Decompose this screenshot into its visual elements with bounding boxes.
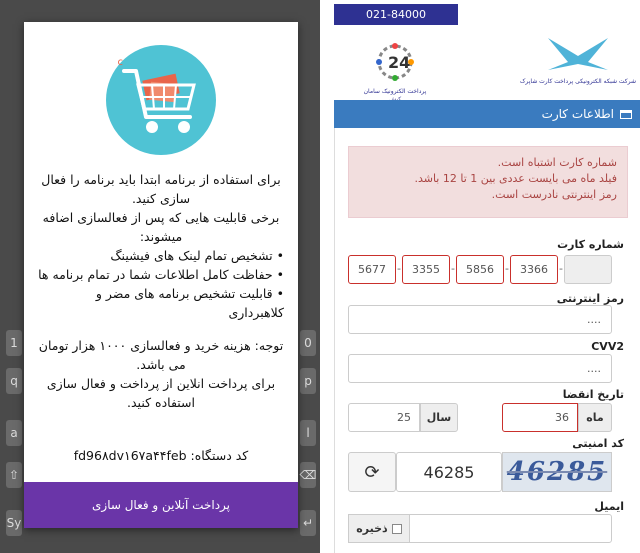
save-label: ذخیره [356,522,388,535]
saman-logo-icon [373,40,417,84]
svg-text:24: 24 [388,53,411,72]
internet-pin-input[interactable]: .... [348,305,612,334]
error-line: فیلد ماه می بایست عددی بین 1 تا 12 باشد. [414,172,617,185]
card-number-label: شماره کارت [557,238,624,251]
keyboard-key: Sy [6,510,22,536]
save-email-option[interactable] [348,514,410,543]
card-info-header [334,100,640,128]
activation-dialog [24,22,298,528]
shaparak-logo [518,34,638,90]
month-label: ماه [578,403,612,432]
payment-page: 021-84000 24 پرداخت الکترونیک سامان شرکت شبکه الکترونیکی پرداخت کارت شاپرک اطلاعات کارت شماره کارت اشتباه است. فیلد ماه می بایست عددی بین 1 تا 12 باشد. رمز اینترنتی نادرست است. شماره کارت 5677 3355 5856 3366 - - - - رمز اینترنتی .... CVV2 .... تاریخ انقضا ماه 36 سال 25 کد امنیتی 46285 46285 ⟳ ایمیل ذخیره [320,0,640,553]
captcha-image-text: 46285 [506,457,608,487]
payment-instruction: برای پرداخت انلاین از پرداخت و فعال سازی استفاده کنید. [46,376,276,410]
card-info-title: اطلاعات کارت [541,107,614,121]
error-line: شماره کارت اشتباه است. [497,156,617,169]
support-phone: 021-84000 [334,4,458,25]
save-checkbox[interactable] [392,524,402,534]
year-label: سال [420,403,458,432]
pay-and-activate-button[interactable]: پرداخت آنلاین و فعال سازی [24,482,298,528]
keyboard-key: a [6,420,22,446]
captcha-input[interactable]: 46285 [396,452,502,492]
internet-pin-label: رمز اینترنتی [556,292,624,305]
feature-item: • تشخیص تمام لینک های فیشینگ [110,248,284,263]
message-line: برای استفاده از برنامه ابتدا باید برنامه را فعال سازی کنید. [41,172,281,206]
device-code-value: fd96۸dv۱6۷a۴۴feb [73,448,187,463]
message-line: برخی قابلیت هایی که پس از فعالسازی اضافه میشوند: [42,210,280,244]
captcha-image [502,452,612,492]
keyboard-key: 1 [6,330,22,356]
card-number-part-5[interactable] [564,255,612,284]
keyboard-key: ↵ [300,510,316,536]
feature-item: • قابلیت تشخیص برنامه های مضر و کلاهبرداری [95,286,284,320]
month-input[interactable]: 36 [502,403,578,432]
card-number-part-1[interactable]: 5677 [348,255,396,284]
price-note: توجه: هزینه خرید و فعالسازی ۱۰۰۰ هزار تومان می باشد. [38,338,284,372]
refresh-captcha-button[interactable] [348,452,396,492]
error-line: رمز اینترنتی نادرست است. [491,188,617,201]
refresh-icon: ⟳ [364,461,380,483]
expiry-label: تاریخ انقضا [562,388,624,401]
keyboard-key: p [300,368,316,394]
cvv2-label: CVV2 [591,340,624,353]
keyboard-key: ⇧ [6,462,22,488]
shopping-cart-icon [106,45,216,155]
cvv2-input[interactable]: .... [348,354,612,383]
saman-kish-logo [360,40,430,95]
card-number-part-2[interactable]: 3355 [402,255,450,284]
error-alert [348,146,628,218]
activation-message [38,170,284,412]
device-code-label: کد دستگاه: [190,448,249,463]
device-code-row [34,448,288,463]
shaparak-logo-icon [518,34,638,74]
year-input[interactable]: 25 [348,403,420,432]
card-icon [620,110,632,119]
keyboard-key: q [6,368,22,394]
keyboard-key: 0 [300,330,316,356]
email-label: ایمیل [594,500,624,513]
card-number-part-3[interactable]: 5856 [456,255,504,284]
saman-logo-text: پرداخت الکترونیک سامان [363,88,427,95]
svg-text:c: c [117,57,123,68]
captcha-label: کد امنیتی [572,437,624,450]
card-number-part-4[interactable]: 3366 [510,255,558,284]
keyboard-key: ⌫ [300,462,316,488]
keyboard-key: l [300,420,316,446]
feature-item: • حفاظت کامل اطلاعات شما در تمام برنامه ها [38,267,284,282]
shaparak-logo-text: شرکت شبکه الکترونیکی پرداخت کارت شاپرک [520,78,636,85]
